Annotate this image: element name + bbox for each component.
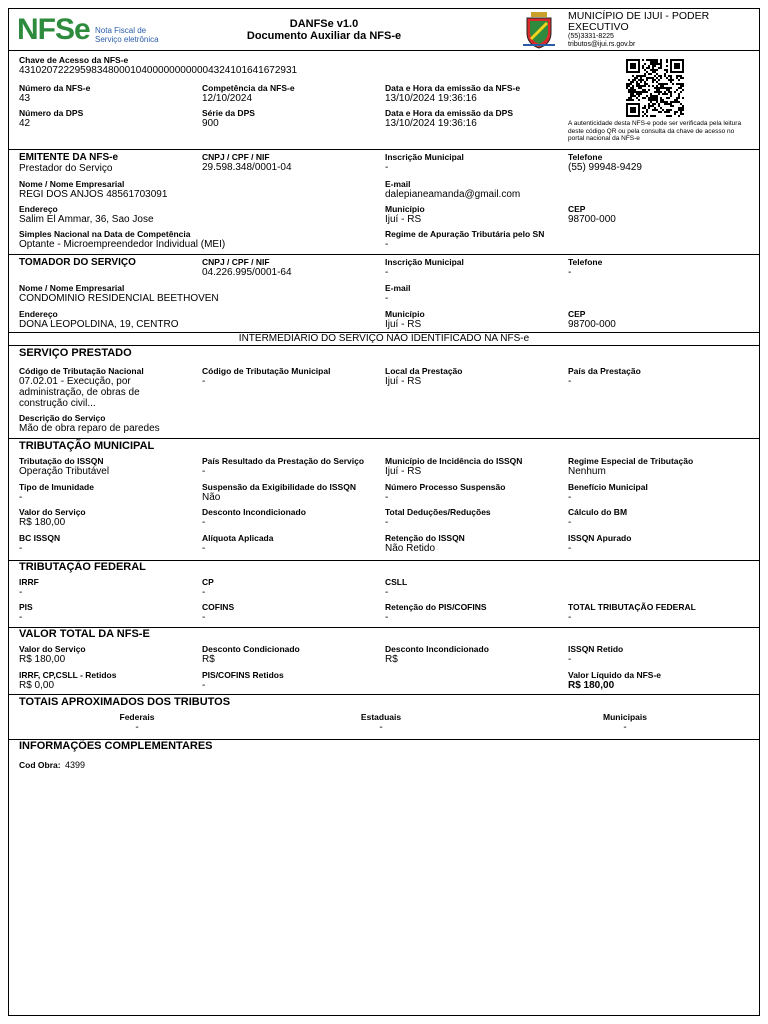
emitente-simples-value: Optante - Microempreendedor Individual (MEI) [19,239,226,250]
valor-total-label: Desconto Incondicionado [385,644,489,654]
emitente-tel-label: Telefone [568,152,603,162]
document-title: DANFSe v1.0 [289,18,359,30]
divider [9,694,759,695]
divider [9,50,759,51]
tomador-telefone [568,257,602,278]
emitente-cep-value: 98700-000 [568,214,616,225]
trib-federal-label: CSLL [385,577,408,587]
cod-municipal-value: - [202,376,206,387]
totais-municipais-value: - [623,722,627,733]
trib-federal-field [19,577,39,598]
emitente-email-label: E-mail [385,179,411,189]
trib-federal-value: - [385,587,389,598]
cod-obra [19,755,85,773]
tomador-section [19,257,136,269]
document-subtitle: Documento Auxiliar da NFS-e [246,30,402,42]
valor-total-field [19,644,86,665]
danfse-document [8,8,760,1016]
tomador-title: TOMADOR DO SERVIÇO [19,257,136,268]
trib-federal-title: TRIBUTAÇÃO FEDERAL [19,561,146,573]
tomador-cep-label: CEP [568,309,586,319]
servico-cod-municipal [202,366,330,387]
emitente-cep-label: CEP [568,204,586,214]
valor-total-label: ISSQN Retido [568,644,624,654]
tomador-email-label: E-mail [385,283,411,293]
trib-municipal-field [19,482,94,503]
valor-total-field [202,644,300,665]
trib-municipal-label: Suspensão da Exigibilidade do ISSQN [202,482,356,492]
competencia-value: 12/10/2024 [202,93,253,104]
servico-pais [568,366,641,387]
trib-municipal-value: - [202,466,206,477]
trib-federal-label: IRRF [19,577,39,587]
valor-total-value: - [568,654,572,665]
tomador-cnpj [202,257,292,278]
valor-total-value: - [202,680,206,691]
tomador-endereco-value: DONA LEOPOLDINA, 19, CENTRO [19,319,179,330]
emitente-simples-label: Simples Nacional na Data de Competência [19,229,191,239]
emitente-cnpj [202,152,292,173]
emitente-municipio [385,204,425,225]
serie-dps-label: Série da DPS [202,108,255,118]
trib-municipal-label: Alíquota Aplicada [202,533,274,543]
emitente-title: EMITENTE DA NFS-e [19,152,119,163]
numero-dps-value: 42 [19,118,31,129]
emitente-nome [19,179,167,200]
trib-federal-field [202,602,234,623]
trib-municipal-value: R$ 180,00 [19,517,66,528]
valor-total-label: Desconto Condicionado [202,644,300,654]
emitente-nome-label: Nome / Nome Empresarial [19,179,125,189]
info-title: INFORMAÇÕES COMPLEMENTARES [19,740,213,752]
emitente-simples [19,229,225,250]
trib-municipal-value: - [568,543,572,554]
emitente-im-label: Inscrição Municipal [385,152,464,162]
trib-municipal-value: - [202,543,206,554]
trib-municipal-value: Não [202,492,221,503]
emitente-endereco-label: Endereço [19,204,58,214]
trib-municipal-field [385,456,522,477]
emitente-municipio-value: Ijuí - RS [385,214,422,225]
tomador-im [385,257,464,278]
trib-municipal-field [19,456,109,477]
intermediario-notice: INTERMEDIÁRIO DO SERVIÇO NÃO IDENTIFICADO NA NFS-e [238,333,530,344]
tomador-municipio-value: Ijuí - RS [385,319,422,330]
municipio-name-line2: EXECUTIVO [568,21,629,33]
emitente-endereco-value: Salim El Ammar, 36, Sao Jose [19,214,154,225]
tomador-municipio [385,309,425,330]
trib-municipal-value: - [202,517,206,528]
emissao-nfse-value: 13/10/2024 19:36:16 [385,93,477,104]
trib-federal-field [202,577,214,598]
emitente-telefone [568,152,642,173]
tomador-municipio-label: Município [385,309,425,319]
servico-title: SERVIÇO PRESTADO [19,347,132,359]
emitente-im [385,152,464,173]
trib-municipal-value: Operação Tributável [19,466,110,477]
valor-total-value: R$ 180,00 [568,680,615,691]
servico-local [385,366,462,387]
valor-total-label: Valor do Serviço [19,644,86,654]
trib-federal-label: CP [202,577,214,587]
trib-municipal-label: Cálculo do BM [568,507,628,517]
trib-municipal-field [202,482,356,503]
trib-municipal-label: Benefício Municipal [568,482,648,492]
cod-municipal-label: Código de Tributação Municipal [202,366,331,376]
trib-federal-label: PIS [19,602,33,612]
servico-cod-nacional [19,366,194,409]
trib-municipal-field [202,533,273,554]
totais-municipais [565,712,685,733]
trib-federal-value: - [385,612,389,623]
valor-total-field [202,670,284,691]
emitente-section [19,152,118,174]
trib-federal-label: COFINS [202,602,235,612]
cod-obra-label: Cod Obra: [19,760,61,770]
trib-municipal-label: BC ISSQN [19,533,61,543]
trib-federal-field [568,602,696,623]
serie-dps-value: 900 [202,118,219,129]
trib-municipal-title: TRIBUTAÇÃO MUNICIPAL [19,440,155,452]
emissao-dps [385,108,513,129]
trib-municipal-label: Município de Incidência do ISSQN [385,456,523,466]
totais-estaduais [321,712,441,733]
numero-nfse-value: 43 [19,93,31,104]
tomador-cnpj-label: CNPJ / CPF / NIF [202,257,270,267]
cod-nacional-label: Código de Tributação Nacional [19,366,144,376]
trib-municipal-label: Regime Especial de Tributação [568,456,694,466]
qr-code [626,59,684,117]
trib-municipal-field [568,507,627,528]
valor-total-field [568,670,661,691]
totais-estaduais-value: - [379,722,383,733]
emissao-nfse [385,83,520,104]
trib-municipal-field [385,507,491,528]
trib-federal-value: - [568,612,572,623]
trib-municipal-field [568,456,693,477]
trib-municipal-value: Nenhum [568,466,606,477]
divider [9,149,759,150]
totais-municipais-label: Municipais [603,712,647,722]
trib-municipal-label: Número Processo Suspensão [385,482,506,492]
emitente-tel-value: (55) 99948-9429 [568,162,642,173]
emitente-nome-value: REGI DOS ANJOS 48561703091 [19,189,168,200]
trib-municipal-label: Valor do Serviço [19,507,86,517]
pais-prestacao-value: - [568,376,572,387]
trib-municipal-label: ISSQN Apurado [568,533,632,543]
emitente-im-value: - [385,162,389,173]
trib-municipal-value: - [568,492,572,503]
emitente-regime-label: Regime de Apuração Tributária pelo SN [385,229,545,239]
trib-municipal-label: Total Deduções/Reduções [385,507,491,517]
emitente-municipio-label: Município [385,204,425,214]
tomador-tel-label: Telefone [568,257,603,267]
trib-federal-field [385,602,487,623]
trib-federal-field [385,577,407,598]
trib-municipal-label: Tributação do ISSQN [19,456,104,466]
servico-descricao [19,413,160,434]
cod-nacional-line1: 07.02.01 - Execução, por [19,376,131,387]
tomador-im-value: - [385,267,389,278]
divider [9,345,759,346]
tomador-endereco-label: Endereço [19,309,58,319]
cod-obra-value: 4399 [65,760,86,770]
divider [9,254,759,255]
trib-municipal-field [202,507,306,528]
numero-dps [19,108,83,129]
trib-municipal-value: Não Retido [385,543,436,554]
emitente-regime [385,229,544,250]
trib-municipal-value: - [385,492,389,503]
competencia-label: Competência da NFS-e [202,83,295,93]
cod-nacional-line3: construção civil... [19,398,96,409]
emitente-role: Prestador do Serviço [19,163,113,174]
local-prestacao-value: Ijuí - RS [385,376,422,387]
emissao-dps-label: Data e Hora da emissão da DPS [385,108,514,118]
valor-total-label: PIS/COFINS Retidos [202,670,284,680]
trib-federal-field [19,602,33,623]
valor-total-field [19,670,116,691]
totais-estaduais-label: Estaduais [360,712,402,722]
totais-title: TOTAIS APROXIMADOS DOS TRIBUTOS [19,696,231,708]
trib-municipal-field [19,533,60,554]
valor-total-field [568,644,623,665]
emitente-cnpj-value: 29.598.348/0001-04 [202,162,292,173]
descricao-value: Mão de obra reparo de paredes [19,423,160,434]
emitente-email-value: dalepianeamanda@gmail.com [385,189,521,200]
totais-federais [77,712,197,733]
nfse-logo-mark: NFSe [17,13,90,46]
emitente-regime-value: - [385,239,389,250]
tomador-cnpj-value: 04.226.995/0001-64 [202,267,292,278]
tomador-nome-value: CONDOMINIO RESIDENCIAL BEETHOVEN [19,293,219,304]
emissao-dps-value: 13/10/2024 19:36:16 [385,118,477,129]
totais-federais-label: Federais [119,712,155,722]
emitente-cep [568,204,616,225]
numero-nfse-label: Número da NFS-e [19,83,91,93]
trib-municipal-value: - [19,492,23,503]
numero-dps-label: Número da DPS [19,108,84,118]
trib-municipal-label: Retenção do ISSQN [385,533,465,543]
trib-municipal-label: Desconto Incondicionado [202,507,306,517]
tomador-cep-value: 98700-000 [568,319,616,330]
chave-acesso-value: 43102072229598348000104000000000004324101641672931 [19,65,298,76]
emitente-email [385,179,520,200]
nfse-logo-sub1: Nota Fiscal de [95,26,147,35]
divider [9,438,759,439]
chave-acesso-label: Chave de Acesso da NFS-e [19,55,129,65]
nfse-logo-sub2: Serviço eletrônica [95,35,159,44]
chave-acesso [19,55,297,76]
municipio-name-line1: MUNICÍPIO DE IJUI - PODER [568,10,710,22]
trib-federal-label: Retenção do PIS/COFINS [385,602,487,612]
descricao-label: Descrição do Serviço [19,413,106,423]
trib-municipal-field [568,482,648,503]
trib-municipal-value: Ijuí - RS [385,466,422,477]
trib-municipal-field [19,507,86,528]
qr-code-icon [626,59,684,117]
trib-federal-value: - [19,612,23,623]
tomador-cep [568,309,616,330]
trib-municipal-label: Tipo de Imunidade [19,482,94,492]
qr-note: A autenticidade desta NFS-e pode ser verificada pela leitura deste código QR ou pela consulta da chave de acesso no portal nacional da NFS-e [568,120,742,142]
emitente-endereco [19,204,154,225]
valor-total-value: R$ [385,654,398,665]
trib-federal-value: - [202,612,206,623]
valor-total-value: R$ [202,654,215,665]
trib-municipal-field [385,482,505,503]
tomador-nome [19,283,219,304]
local-prestacao-label: Local da Prestação [385,366,463,376]
serie-dps [202,108,255,129]
tomador-im-label: Inscrição Municipal [385,257,464,267]
tomador-tel-value: - [568,267,572,278]
valor-total-title: VALOR TOTAL DA NFS-E [19,628,150,640]
trib-federal-value: - [202,587,206,598]
cod-nacional-line2: administração, de obras de [19,387,140,398]
trib-municipal-value: - [19,543,23,554]
totais-federais-value: - [135,722,139,733]
emissao-nfse-label: Data e Hora da emissão da NFS-e [385,83,521,93]
trib-municipal-field [202,456,364,477]
municipio-phone: (55)3331-8225 [568,33,614,40]
nfse-logo [17,15,177,49]
competencia [202,83,295,104]
valor-total-field [385,644,489,665]
pais-prestacao-label: País da Prestação [568,366,641,376]
tomador-email-value: - [385,293,389,304]
valor-total-label: IRRF, CP,CSLL - Retidos [19,670,117,680]
municipio-email: tributos@ijui.rs.gov.br [568,41,636,48]
numero-nfse [19,83,90,104]
emitente-cnpj-label: CNPJ / CPF / NIF [202,152,270,162]
trib-federal-label: TOTAL TRIBUTAÇÃO FEDERAL [568,602,696,612]
trib-municipal-value: - [385,517,389,528]
valor-total-value: R$ 180,00 [19,654,66,665]
tomador-email [385,283,411,304]
valor-total-label: Valor Líquido da NFS-e [568,670,662,680]
trib-municipal-field [385,533,465,554]
trib-federal-value: - [19,587,23,598]
trib-municipal-label: País Resultado da Prestação do Serviço [202,456,365,466]
tomador-nome-label: Nome / Nome Empresarial [19,283,125,293]
municipio-coat-of-arms-icon [522,11,556,49]
tomador-endereco [19,309,179,330]
trib-municipal-value: - [568,517,572,528]
valor-total-value: R$ 0,00 [19,680,55,691]
trib-municipal-field [568,533,631,554]
